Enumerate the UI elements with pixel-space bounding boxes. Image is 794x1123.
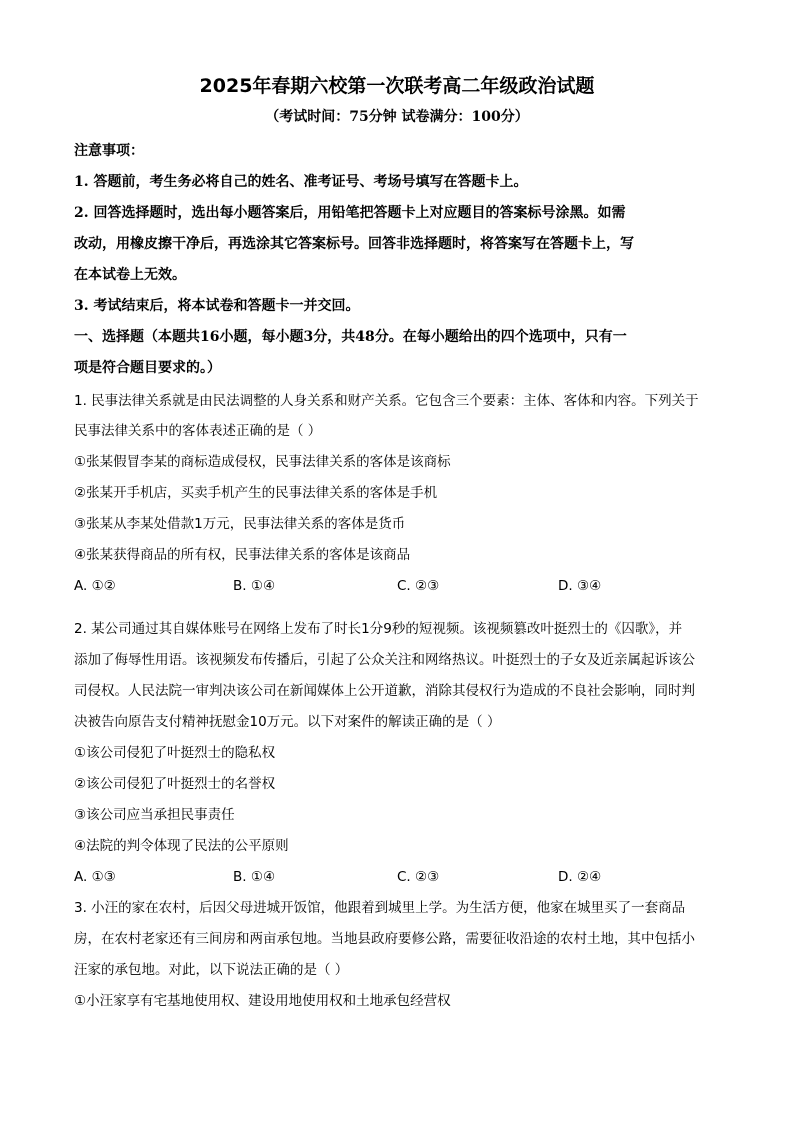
- question-1-stem: 民事法律关系中的客体表述正确的是（ ）: [74, 423, 322, 439]
- question-1-statement: ①张某假冒李某的商标造成侵权，民事法律关系的客体是该商标: [74, 454, 451, 470]
- question-2-statement: ③该公司应当承担民事责任: [74, 807, 235, 823]
- notice-line: 改动，用橡皮擦干净后，再选涂其它答案标号。回答非选择题时，将答案写在答题卡上，写: [74, 236, 634, 252]
- notice-line: 2. 回答选择题时，选出每小题答案后，用铅笔把答题卡上对应题目的答案标号涂黑。如需: [74, 205, 626, 221]
- question-2-statement: ④法院的判令体现了民法的公平原则: [74, 838, 289, 854]
- question-2-option-a: A. ①③: [74, 869, 116, 885]
- question-1-option-c: C. ②③: [397, 578, 440, 594]
- question-1-statement: ④张某获得商品的所有权，民事法律关系的客体是该商品: [74, 547, 411, 563]
- question-3-stem: 3. 小汪的家在农村，后因父母进城开饭馆，他跟着到城里上学。为生活方便，他家在城里买了一套商品: [74, 900, 686, 916]
- question-2-stem: 添加了侮辱性用语。该视频发布传播后，引起了公众关注和网络热议。叶挺烈士的子女及近亲属起诉该公: [74, 652, 695, 668]
- notice-heading: 注意事项：: [74, 143, 144, 159]
- question-1-stem: 1. 民事法律关系就是由民法调整的人身关系和财产关系。它包含三个要素：主体、客体和内容。下列关于: [74, 393, 699, 409]
- question-1-option-a: A. ①②: [74, 578, 116, 594]
- question-1-statement: ③张某从李某处借款1万元，民事法律关系的客体是货币: [74, 516, 406, 532]
- question-2-option-d: D. ②④: [558, 869, 602, 885]
- question-2-statement: ①该公司侵犯了叶挺烈士的隐私权: [74, 745, 276, 761]
- question-2-statement: ②该公司侵犯了叶挺烈士的名誉权: [74, 776, 276, 792]
- question-2-option-b: B. ①④: [233, 869, 276, 885]
- page-title: 2025年春期六校第一次联考高二年级政治试题: [199, 75, 595, 97]
- question-3-statement: ①小汪家享有宅基地使用权、建设用地使用权和土地承包经营权: [74, 993, 451, 1009]
- notice-line: 在本试卷上无效。: [74, 267, 186, 283]
- question-1-option-b: B. ①④: [233, 578, 276, 594]
- notice-line: 3. 考试结束后，将本试卷和答题卡一并交回。: [74, 298, 360, 314]
- exam-info: （考试时间：75分钟 试卷满分：100分）: [265, 109, 529, 125]
- question-2-stem: 司侵权。人民法院一审判决该公司在新闻媒体上公开道歉，消除其侵权行为造成的不良社会影响，同时判: [74, 683, 695, 699]
- question-2-option-c: C. ②③: [397, 869, 440, 885]
- question-1-option-d: D. ③④: [558, 578, 602, 594]
- question-1-statement: ②张某开手机店，买卖手机产生的民事法律关系的客体是手机: [74, 485, 438, 501]
- question-2-stem: 2. 某公司通过其自媒体账号在网络上发布了时长1分9秒的短视频。该视频篡改叶挺烈士的《囚歌》，并: [74, 621, 683, 637]
- section-heading: 一、选择题（本题共16小题，每小题3分，共48分。在每小题给出的四个选项中，只有一: [74, 329, 627, 345]
- section-heading-cont: 项是符合题目要求的。）: [74, 360, 221, 376]
- question-3-stem: 汪家的承包地。对此，以下说法正确的是（ ）: [74, 962, 349, 978]
- notice-line: 1. 答题前，考生务必将自己的姓名、准考证号、考场号填写在答题卡上。: [74, 174, 528, 190]
- question-2-stem: 决被告向原告支付精神抚慰金10万元。以下对案件的解读正确的是（ ）: [74, 714, 501, 730]
- question-3-stem: 房，在农村老家还有三间房和两亩承包地。当地县政府要修公路，需要征收沿途的农村土地，其中包括小: [74, 931, 695, 947]
